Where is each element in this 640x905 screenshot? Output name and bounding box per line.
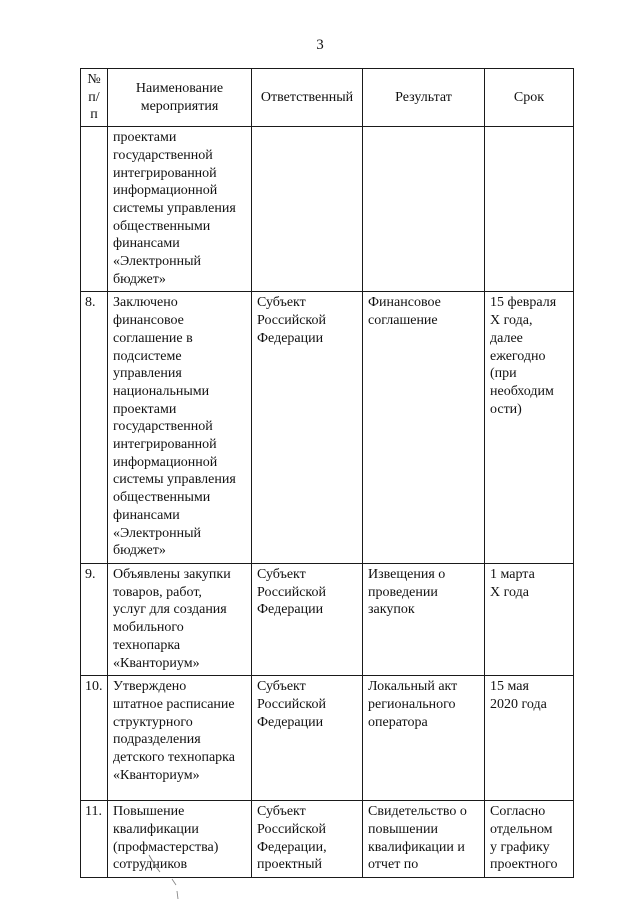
cell-activity-name: проектами государственной интегрированной информационной системы управления общественными финансами «Электронный бюджет» [108,127,252,292]
cell-deadline: 15 февраля X года, далее ежегодно (при необходим ости) [485,292,574,564]
cell-result: Свидетельство о повышении квалификации и отчет по [363,801,485,878]
table-header-row [81,69,574,127]
cell-responsible: Субъект Российской Федерации [252,676,363,801]
cell-number: 11. [81,801,108,878]
table-row [81,292,574,564]
cell-deadline: Согласно отдельном у графику проектного [485,801,574,878]
cell-number: 10. [81,676,108,801]
scan-mark [146,853,186,901]
cell-activity-name: Объявлены закупки товаров, работ, услуг для создания мобильного технопарка «Кванториум» [108,563,252,675]
table-row [81,676,574,801]
cell-responsible: Субъект Российской Федерации [252,563,363,675]
cell-activity-name: Утверждено штатное расписание структурного подразделения детского технопарка «Кванториум» [108,676,252,801]
activities-table [80,68,574,878]
header-number: № п/ п [81,69,108,127]
cell-number [81,127,108,292]
header-deadline: Срок [485,69,574,127]
cell-responsible: Субъект Российской Федерации [252,292,363,564]
cell-result: Финансовое соглашение [363,292,485,564]
cell-activity-name: Заключено финансовое соглашение в подсистеме управления национальными проектами государственной интегрированной информационной системы управления общественными финансами «Электронный бюджет» [108,292,252,564]
cell-deadline [485,127,574,292]
header-result: Результат [363,69,485,127]
header-activity-name: Наименование мероприятия [108,69,252,127]
cell-activity-name: Повышение квалификации (профмастерства) сотрудников [108,801,252,878]
cell-result [363,127,485,292]
table-row [81,127,574,292]
cell-result: Локальный акт регионального оператора [363,676,485,801]
page-number: 3 [316,37,324,53]
cell-responsible: Субъект Российской Федерации, проектный [252,801,363,878]
cell-deadline: 15 мая 2020 года [485,676,574,801]
cell-deadline: 1 марта X года [485,563,574,675]
table-row [81,563,574,675]
cell-number: 9. [81,563,108,675]
cell-responsible [252,127,363,292]
cell-result: Извещения о проведении закупок [363,563,485,675]
header-responsible: Ответственный [252,69,363,127]
cell-number: 8. [81,292,108,564]
